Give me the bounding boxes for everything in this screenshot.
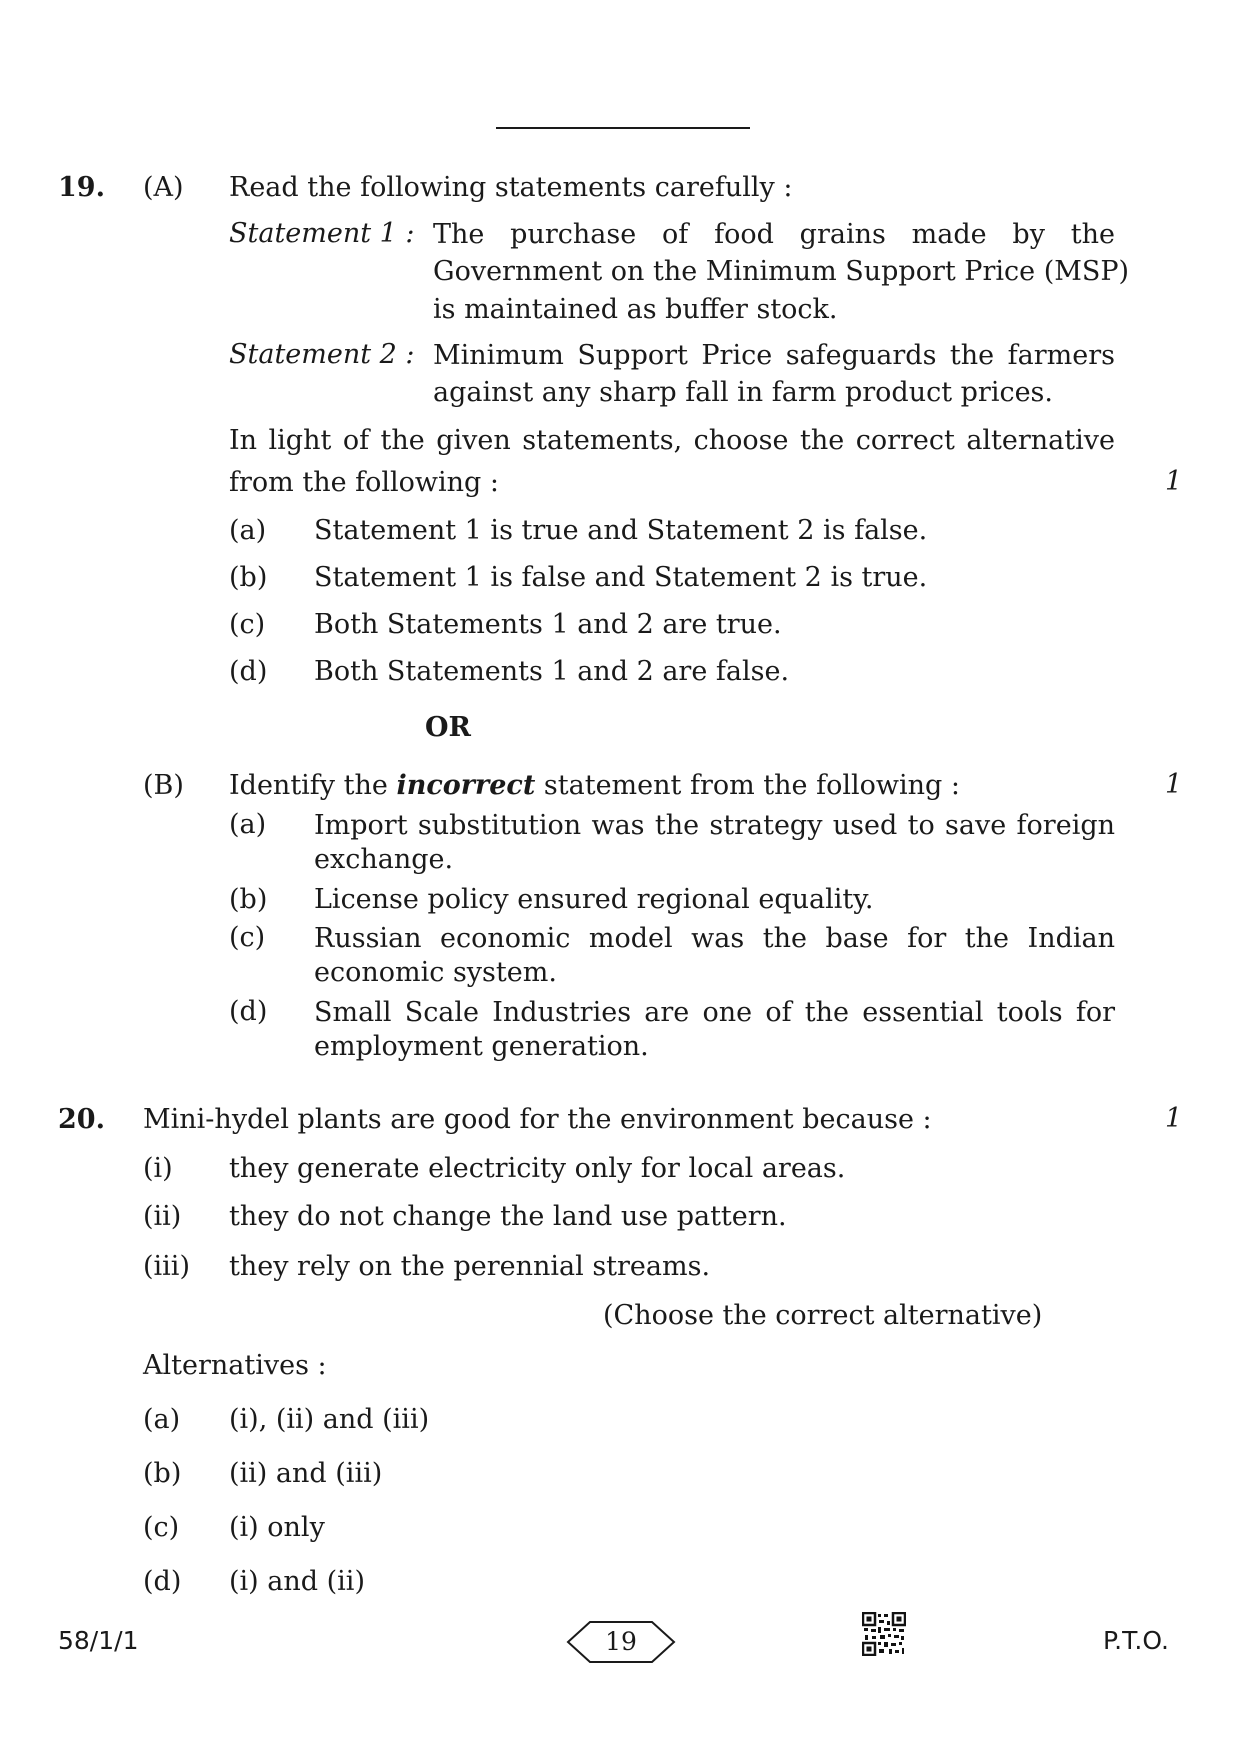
q19-b-option-c-label: (c) <box>229 922 266 953</box>
q19-a-option-b-text: Statement 1 is false and Statement 2 is true. <box>314 562 928 593</box>
statement2-line1: Minimum Support Price safeguards the farmers <box>433 340 1115 371</box>
q19-b-option-c-line2: economic system. <box>314 957 557 988</box>
q19-b-marks: 1 <box>1165 769 1183 800</box>
q19-a-option-d-text: Both Statements 1 and 2 are false. <box>314 656 790 687</box>
please-turn-over: P.T.O. <box>1103 1626 1169 1655</box>
q20-option-a-label: (a) <box>143 1404 181 1435</box>
statement2-label: Statement 2 : <box>229 339 415 370</box>
question-number-20: 20. <box>58 1104 105 1135</box>
q19-b-option-a-line1: Import substitution was the strategy used to save foreign <box>314 810 1115 841</box>
q19-b-intro-after: statement from the following : <box>535 770 960 801</box>
q20-option-d-label: (d) <box>143 1566 182 1597</box>
q20-instruction: (Choose the correct alternative) <box>603 1300 1043 1331</box>
q19-b-option-d-line2: employment generation. <box>314 1031 649 1062</box>
statement1-line2: Government on the Minimum Support Price (MSP) <box>433 256 1130 287</box>
q19-b-option-b-label: (b) <box>229 884 268 915</box>
q19-b-option-d-line1: Small Scale Industries are one of the essential tools for <box>314 997 1115 1028</box>
q20-item-ii-label: (ii) <box>143 1201 182 1232</box>
q19-a-prompt-line1: In light of the given statements, choose the correct alternative <box>229 425 1115 456</box>
q19-b-intro-emphasis: incorrect <box>396 770 536 801</box>
or-separator: OR <box>425 712 471 743</box>
question-number-19: 19. <box>58 172 105 203</box>
q19-a-option-c-text: Both Statements 1 and 2 are true. <box>314 609 782 640</box>
q20-option-a-text: (i), (ii) and (iii) <box>229 1404 430 1435</box>
q19-b-option-b-line1: License policy ensured regional equality. <box>314 884 874 915</box>
q19-b-intro-before: Identify the <box>229 770 397 801</box>
q20-item-iii-text: they rely on the perennial streams. <box>229 1251 711 1282</box>
paper-code: 58/1/1 <box>58 1626 139 1655</box>
q19-b-option-a-label: (a) <box>229 809 267 840</box>
q20-alternatives-label: Alternatives : <box>143 1350 327 1381</box>
qr-code-icon <box>862 1612 906 1656</box>
q19-a-option-c-label: (c) <box>229 609 266 640</box>
q19-a-marks: 1 <box>1165 466 1183 497</box>
statement2-line2: against any sharp fall in farm product prices. <box>433 377 1053 408</box>
statement1-line3: is maintained as buffer stock. <box>433 294 838 325</box>
q19-part-b-label: (B) <box>143 770 184 801</box>
q20-option-c-text: (i) only <box>229 1512 325 1543</box>
q19-b-option-a-line2: exchange. <box>314 844 454 875</box>
q19-a-intro: Read the following statements carefully : <box>229 172 793 203</box>
top-rule <box>496 127 750 129</box>
q20-marks: 1 <box>1165 1103 1183 1134</box>
q19-b-option-c-line1: Russian economic model was the base for the Indian <box>314 923 1115 954</box>
q20-option-d-text: (i) and (ii) <box>229 1566 365 1597</box>
page-number: 19 <box>605 1627 637 1656</box>
page-number-badge <box>566 1620 676 1664</box>
q19-a-prompt-line2: from the following : <box>229 467 500 498</box>
statement1-label: Statement 1 : <box>229 218 415 249</box>
q19-a-option-a-text: Statement 1 is true and Statement 2 is false. <box>314 515 928 546</box>
q19-a-option-a-label: (a) <box>229 515 267 546</box>
qr-code-graphic <box>862 1612 906 1656</box>
q19-a-option-b-label: (b) <box>229 562 268 593</box>
q20-item-iii-label: (iii) <box>143 1251 190 1282</box>
q20-option-b-label: (b) <box>143 1458 182 1489</box>
q19-part-a-label: (A) <box>143 172 184 203</box>
q20-item-i-label: (i) <box>143 1153 173 1184</box>
statement1-line1: The purchase of food grains made by the <box>433 219 1115 250</box>
q19-b-option-d-label: (d) <box>229 996 268 1027</box>
q20-option-c-label: (c) <box>143 1512 180 1543</box>
q20-option-b-text: (ii) and (iii) <box>229 1458 383 1489</box>
q20-item-ii-text: they do not change the land use pattern. <box>229 1201 787 1232</box>
q19-a-option-d-label: (d) <box>229 656 268 687</box>
q20-item-i-text: they generate electricity only for local areas. <box>229 1153 846 1184</box>
q19-b-intro <box>229 769 960 803</box>
q20-question: Mini-hydel plants are good for the environment because : <box>143 1104 932 1135</box>
